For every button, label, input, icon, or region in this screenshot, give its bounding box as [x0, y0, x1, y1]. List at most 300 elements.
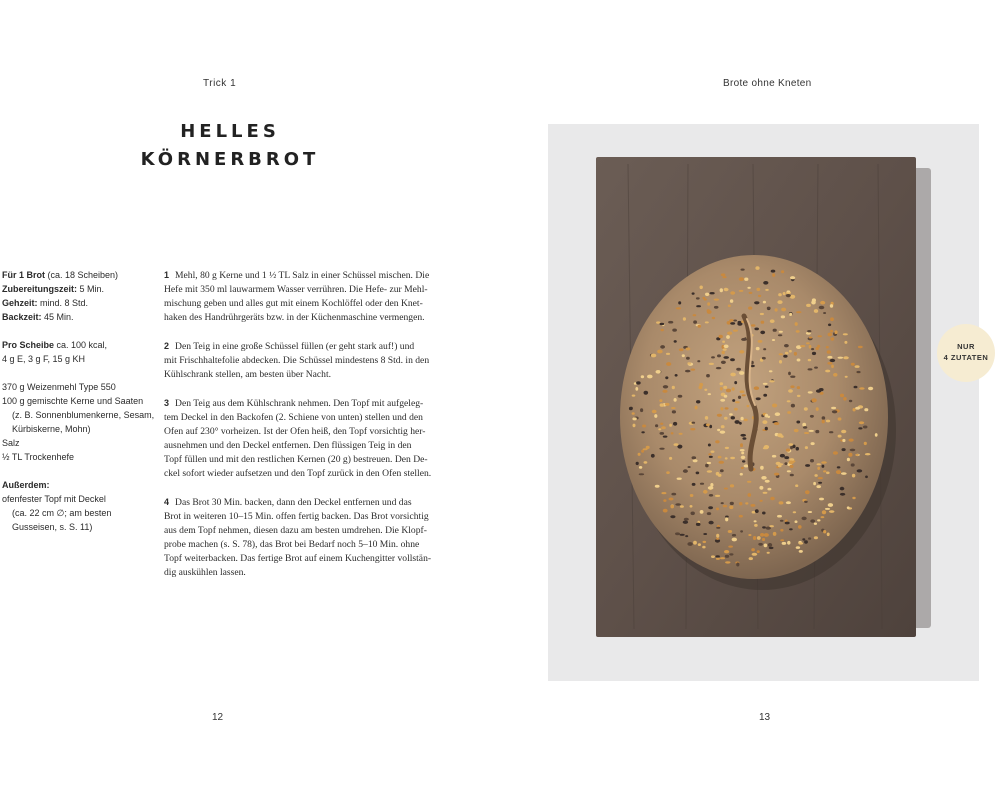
seed: [822, 465, 825, 468]
seed: [841, 472, 847, 475]
seed: [745, 502, 748, 504]
seed: [859, 387, 864, 389]
seed: [808, 368, 813, 370]
seed: [652, 410, 657, 413]
seed: [696, 472, 700, 475]
seed: [768, 543, 772, 547]
step-line: dig auskühlen lassen.: [164, 567, 246, 578]
seed: [734, 408, 738, 411]
seed: [661, 492, 666, 494]
seed: [671, 493, 676, 496]
seed: [660, 345, 665, 349]
seed: [868, 387, 873, 390]
seed: [706, 424, 710, 427]
step-text: Den Teig in eine große Schüssel füllen (er geht stark auf!) und: [175, 341, 415, 352]
seed: [798, 542, 803, 544]
seed: [841, 430, 846, 434]
seed: [708, 486, 714, 490]
seed: [760, 331, 765, 335]
badge-line-2: 4 ZUTATEN: [943, 353, 989, 362]
seed: [682, 354, 685, 357]
seed: [690, 428, 695, 430]
seed: [754, 386, 759, 390]
seed: [661, 329, 664, 332]
seed: [722, 351, 725, 354]
bake-time-line: [2, 310, 152, 324]
seed: [806, 304, 811, 307]
seed: [752, 553, 758, 556]
seed: [703, 541, 707, 543]
seed: [865, 453, 871, 455]
step-line: probe machen (s. S. 78), das Brot bei Bedarf noch 5–10 Min. ohne: [164, 539, 420, 550]
seed: [817, 345, 820, 348]
seed: [692, 483, 696, 486]
seed: [720, 399, 725, 402]
seed: [790, 276, 795, 279]
seed: [669, 457, 672, 460]
seed: [724, 488, 728, 490]
seed: [655, 424, 658, 427]
seed: [731, 416, 735, 419]
step-1: [164, 268, 436, 325]
bread-on-board-illustration: [548, 124, 979, 681]
seed: [700, 286, 703, 290]
seed: [784, 344, 789, 347]
seed: [663, 499, 666, 502]
seed: [716, 367, 721, 369]
seed: [816, 485, 821, 488]
seed: [843, 397, 847, 401]
seed: [799, 550, 803, 553]
seed: [685, 535, 688, 537]
seed: [704, 389, 707, 391]
seed: [684, 518, 689, 521]
seed: [734, 381, 737, 384]
seed: [785, 522, 790, 525]
seed: [651, 354, 657, 358]
seed: [835, 452, 838, 454]
seed: [830, 304, 833, 308]
step-number: 4: [164, 497, 170, 507]
seed: [698, 543, 701, 546]
seed: [818, 335, 822, 337]
seed: [769, 380, 774, 382]
seed: [826, 346, 829, 348]
rest-time-value: mind. 8 Std.: [37, 298, 89, 308]
seed: [714, 306, 719, 309]
seed: [679, 348, 684, 351]
ingredient-item: 370 g Weizenmehl Type 550: [2, 382, 116, 392]
seed: [809, 337, 812, 339]
seed: [740, 434, 746, 437]
seed: [721, 361, 726, 364]
seed: [762, 526, 766, 528]
seed: [832, 410, 837, 413]
seed: [808, 511, 812, 513]
seed: [722, 276, 726, 278]
seed: [729, 553, 733, 555]
seed: [724, 395, 728, 398]
seed: [788, 389, 793, 392]
seed: [709, 363, 714, 365]
seed: [795, 520, 798, 523]
seed: [717, 414, 722, 417]
seed: [796, 421, 800, 424]
seed: [635, 387, 638, 391]
seed: [838, 357, 844, 359]
seed: [687, 542, 692, 546]
seed: [708, 506, 713, 509]
seed: [831, 365, 834, 369]
step-line: ckel sofort wieder aufsetzen und den Topf zurück in den Ofen stellen.: [164, 468, 432, 479]
step-2: [164, 339, 436, 382]
seed: [822, 420, 825, 424]
seed: [810, 519, 815, 522]
seed: [828, 324, 831, 327]
seed: [760, 500, 763, 502]
seed: [813, 482, 816, 485]
seed: [715, 495, 720, 497]
seed: [765, 386, 769, 388]
seed: [827, 350, 831, 354]
seed: [690, 494, 694, 497]
seed: [708, 444, 711, 447]
seed: [789, 461, 794, 465]
seed: [641, 431, 644, 433]
step-line: Brot in weiteren 10–15 Min. offen fertig backen. Das Brot vorsichtig: [164, 511, 429, 522]
seed: [830, 359, 836, 362]
seed: [692, 292, 695, 294]
recipe-title-line-1: HELLES: [180, 121, 280, 142]
seed: [864, 408, 868, 411]
step-4: [164, 495, 436, 580]
step-line: mit Frischhaltefolie abdecken. Die Schüssel mindestens 8 Std. in den: [164, 355, 430, 366]
seed: [730, 299, 733, 303]
seed: [784, 462, 787, 465]
seed: [720, 557, 725, 559]
seed: [843, 356, 849, 359]
seed: [767, 488, 771, 491]
seed: [739, 515, 743, 518]
seed: [760, 533, 764, 537]
equipment-item: (ca. 22 cm ∅; am besten: [12, 508, 112, 518]
step-line: [164, 396, 436, 411]
seed: [724, 550, 729, 553]
seed: [702, 546, 705, 549]
seed: [709, 494, 713, 497]
seed: [762, 538, 765, 541]
seed: [845, 376, 848, 378]
seed: [659, 448, 664, 450]
seed: [779, 353, 783, 355]
seed: [744, 278, 748, 281]
seed: [763, 492, 768, 494]
seed: [787, 400, 791, 402]
seed: [781, 308, 786, 312]
seed: [707, 470, 712, 472]
seed: [732, 534, 736, 537]
seed: [638, 453, 641, 456]
ingredient-item: Salz: [2, 438, 20, 448]
seed: [875, 433, 878, 437]
seed: [805, 464, 810, 467]
seed: [842, 448, 846, 451]
seed: [806, 342, 810, 344]
seed: [836, 470, 841, 474]
seed: [825, 508, 830, 510]
seed: [780, 454, 785, 458]
seed: [798, 525, 802, 529]
seed: [669, 498, 674, 501]
seed: [772, 404, 777, 408]
seed: [700, 483, 704, 485]
seed: [659, 399, 662, 402]
seed: [818, 482, 822, 484]
seed: [790, 446, 793, 449]
seed: [729, 413, 733, 415]
seed: [672, 386, 675, 389]
seed: [712, 317, 715, 319]
seed: [730, 358, 735, 361]
seed: [777, 515, 782, 518]
seed: [858, 346, 863, 348]
seed: [811, 442, 815, 445]
bake-time-label: Backzeit:: [2, 312, 42, 322]
seed: [706, 374, 710, 377]
seed: [761, 476, 766, 480]
seed: [793, 511, 796, 513]
seed: [821, 516, 825, 518]
seed: [754, 520, 757, 522]
seed: [665, 376, 668, 379]
seed: [810, 415, 814, 418]
yield-label: Für 1 Brot: [2, 270, 46, 280]
seed: [711, 451, 715, 453]
seed: [780, 529, 783, 532]
seed: [678, 301, 681, 304]
seed: [632, 412, 635, 415]
seed: [788, 443, 793, 446]
seed: [686, 357, 690, 360]
seed: [696, 400, 700, 403]
seed: [762, 357, 766, 360]
seed: [716, 538, 719, 540]
seed: [632, 395, 636, 397]
seed: [740, 473, 743, 476]
seed: [791, 404, 795, 408]
seed: [740, 390, 745, 393]
seed: [771, 270, 776, 273]
seed: [663, 436, 668, 438]
seed: [685, 370, 690, 373]
seed: [727, 332, 732, 335]
seed: [644, 391, 649, 395]
seed: [741, 452, 744, 455]
seed: [819, 498, 824, 501]
seed: [767, 552, 770, 554]
seed: [707, 302, 710, 306]
seed: [646, 446, 650, 449]
seed: [733, 330, 738, 332]
seed: [775, 308, 778, 311]
seed: [741, 467, 744, 469]
seed: [735, 401, 740, 403]
seed: [818, 477, 823, 479]
seed: [662, 390, 667, 393]
seed: [691, 369, 696, 371]
seed: [719, 461, 725, 464]
seed: [683, 317, 686, 320]
seed: [716, 558, 720, 560]
seed: [725, 447, 729, 449]
seed: [781, 270, 784, 273]
seed: [844, 341, 847, 344]
seed: [705, 293, 709, 296]
running-header-trick: Trick 1: [203, 78, 237, 89]
seed: [714, 299, 720, 301]
seed: [812, 352, 816, 355]
seed: [763, 301, 766, 304]
seed: [636, 462, 639, 465]
seed: [761, 321, 765, 324]
seed: [680, 534, 685, 536]
seed: [810, 459, 814, 462]
seed: [864, 442, 867, 445]
seed: [730, 502, 734, 505]
seed: [814, 523, 817, 525]
seed: [720, 469, 724, 472]
seed: [683, 469, 688, 473]
seed: [829, 510, 834, 513]
seed: [828, 333, 833, 337]
seed: [772, 273, 775, 277]
seed: [702, 297, 705, 299]
seed: [670, 505, 674, 509]
seed: [763, 281, 768, 285]
seed: [716, 555, 720, 557]
step-line: mischung geben und alles gut mit einem Kochlöffel oder den Knet-: [164, 298, 423, 309]
seed: [721, 273, 726, 276]
seed: [732, 538, 737, 542]
seed: [738, 321, 742, 324]
seed: [764, 544, 768, 548]
step-line: Ofen auf 230° vorheizen. Ist der Ofen heiß, den Topf vorsichtig her-: [164, 426, 426, 437]
seed: [709, 521, 714, 525]
seed: [696, 297, 700, 299]
step-3: [164, 396, 436, 481]
seed: [804, 501, 808, 503]
seed: [763, 383, 768, 385]
seed: [718, 474, 722, 477]
seed: [760, 466, 764, 470]
seed: [786, 294, 791, 297]
seed: [675, 503, 681, 505]
seed: [733, 320, 737, 322]
seed: [848, 453, 852, 457]
seed: [723, 386, 727, 389]
seed: [797, 395, 801, 397]
seed: [822, 510, 826, 514]
step-number: 3: [164, 398, 170, 408]
seed: [827, 533, 830, 537]
seed: [838, 417, 842, 420]
seed: [708, 453, 711, 455]
seed: [666, 362, 671, 366]
seed: [703, 533, 707, 535]
seed: [695, 406, 698, 410]
seed: [790, 376, 795, 378]
seed: [763, 447, 768, 449]
seed: [770, 319, 775, 323]
seed: [720, 431, 726, 434]
seed: [808, 391, 813, 393]
seed: [679, 433, 683, 435]
seed: [817, 463, 821, 465]
seed: [674, 398, 677, 402]
seed: [843, 333, 848, 335]
seed: [728, 305, 731, 308]
seed: [675, 532, 680, 535]
seed: [755, 509, 759, 513]
seed: [717, 429, 720, 431]
seed: [823, 530, 826, 533]
seed: [787, 470, 791, 472]
seed: [811, 398, 816, 402]
seed: [707, 462, 711, 464]
seed: [676, 307, 681, 309]
seed: [720, 387, 723, 391]
seed: [840, 493, 845, 496]
nutrition-line-2: 4 g E, 3 g F, 15 g KH: [2, 354, 86, 364]
seed: [725, 555, 729, 558]
seed: [850, 449, 856, 452]
seed: [699, 386, 703, 389]
page-number-right: 13: [759, 712, 771, 723]
seed: [629, 407, 633, 411]
seed: [814, 367, 818, 369]
nutrition-value: ca. 100 kcal,: [54, 340, 108, 350]
seed: [703, 490, 708, 494]
seed: [756, 288, 760, 291]
prep-time-label: Zubereitungszeit:: [2, 284, 78, 294]
seed: [783, 355, 787, 358]
seed: [826, 472, 830, 475]
seed: [641, 450, 644, 453]
seed: [814, 536, 818, 539]
seed: [754, 328, 759, 331]
seed: [723, 505, 727, 508]
seed: [735, 420, 740, 424]
seed: [796, 330, 800, 333]
seed: [748, 493, 752, 497]
seed: [657, 350, 663, 354]
seed: [660, 423, 663, 425]
seed: [728, 530, 732, 533]
seed: [660, 403, 665, 406]
seed: [692, 422, 696, 424]
seed: [758, 295, 761, 297]
seed: [672, 329, 677, 332]
seed: [853, 408, 856, 411]
seed: [823, 312, 826, 314]
seed: [814, 309, 818, 313]
seed: [751, 324, 756, 326]
seed: [744, 419, 748, 422]
seed: [851, 463, 855, 466]
seed: [732, 387, 735, 391]
seed: [857, 469, 863, 472]
seed: [777, 433, 782, 437]
